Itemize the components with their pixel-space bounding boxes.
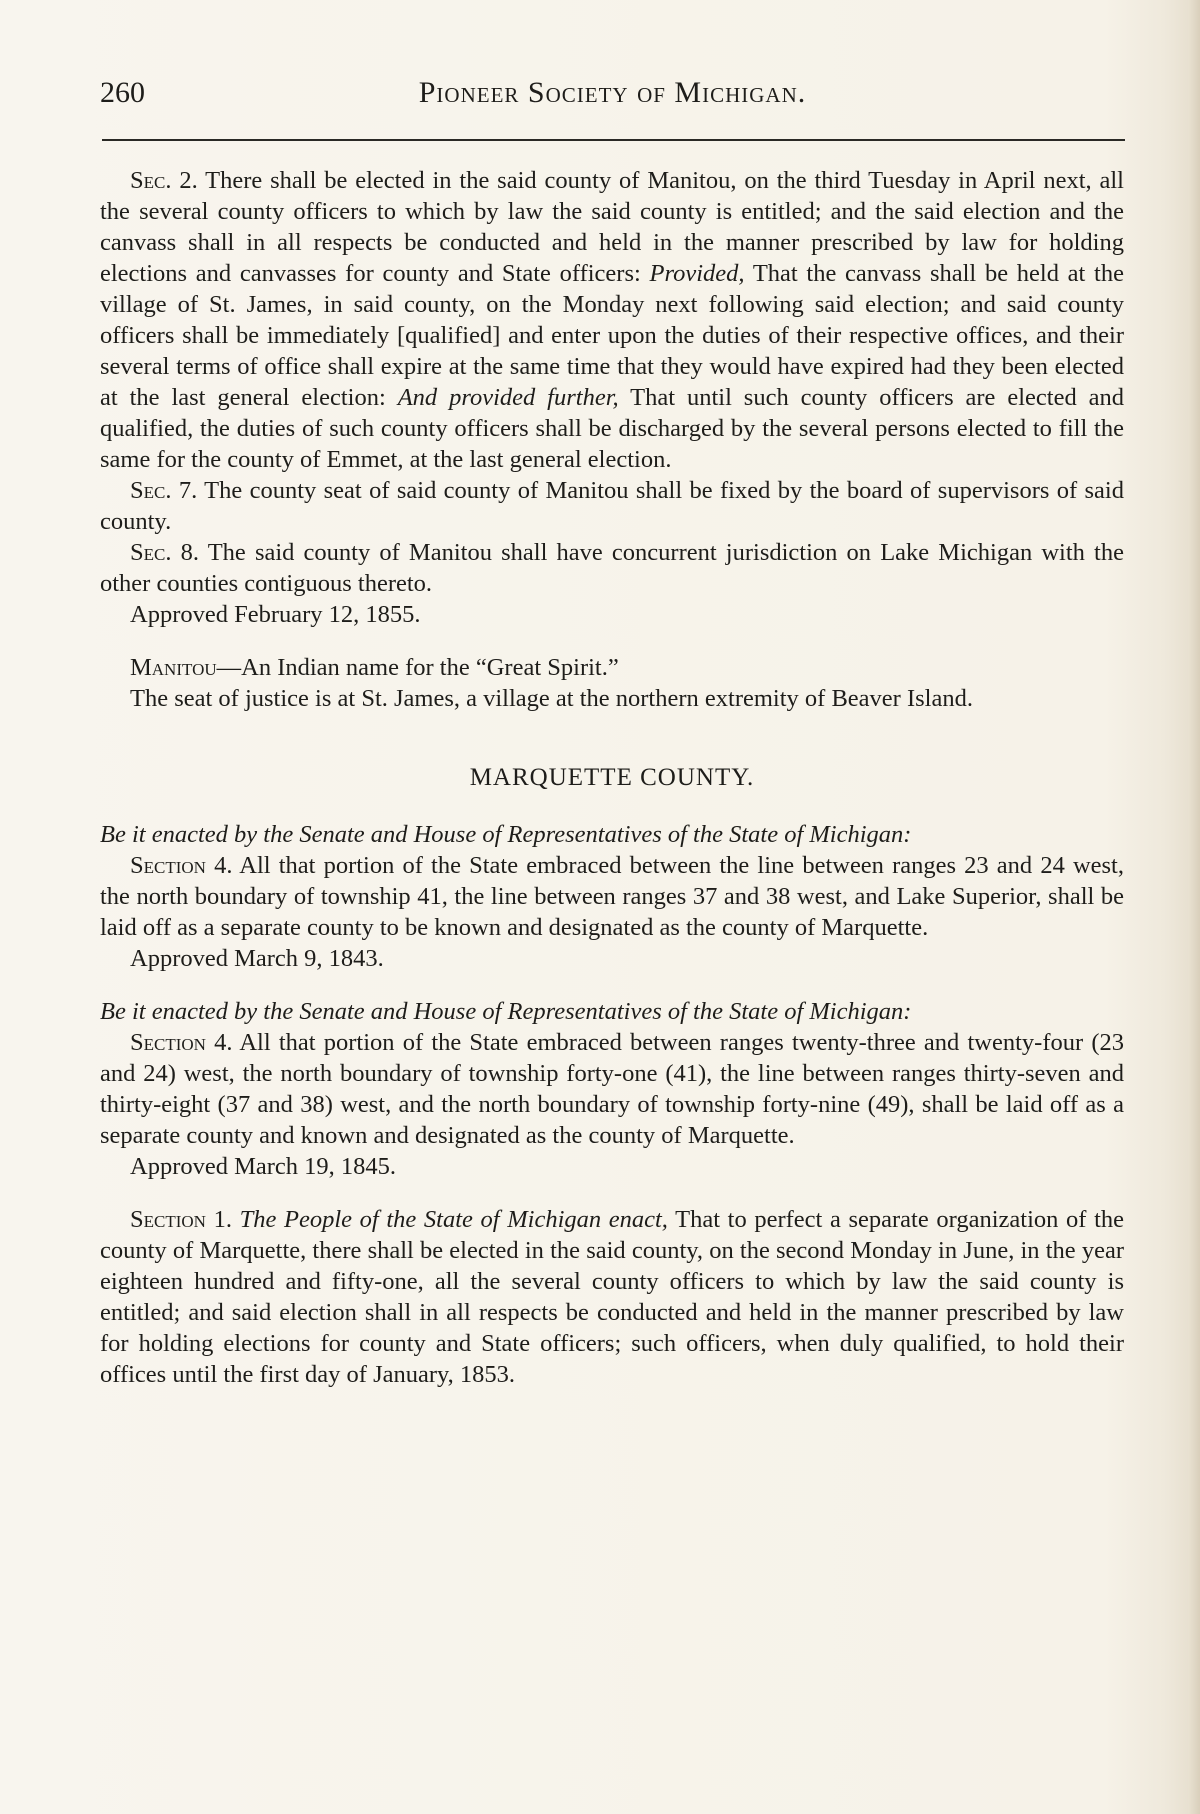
enacting-clause-text: Be it enacted by the Senate and House of Representatives of the State of Michigan:	[100, 821, 912, 848]
note-text: —An Indian name for the “Great Spirit.”	[216, 654, 619, 681]
section-text: All that portion of the State embraced between ranges twenty-three and twenty-four (23 and 24) west, the north boundary of township forty-one (41), the line between ranges thirty-seven and thirty-eight (37 and 38) west, and the north boundary of township forty-nine (49), shall be laid off as a separate county and known and designated as the county of Marquette.	[100, 1029, 1124, 1149]
enacting-clause-1843	[100, 819, 1124, 850]
manitou-section-7	[100, 475, 1124, 537]
section-label: Section 4.	[130, 852, 233, 879]
section-text: The said county of Manitou shall have concurrent jurisdiction on Lake Michigan with the other counties contiguous thereto.	[100, 539, 1124, 597]
section-label: Sec. 7.	[130, 477, 198, 504]
spacer	[100, 1182, 1124, 1204]
marquette-section-4-1845	[100, 1027, 1124, 1151]
marquette-approved-1845: Approved March 19, 1845.	[130, 1153, 397, 1180]
page-number: 260	[100, 76, 145, 109]
spacer	[100, 630, 1124, 652]
section-text: That the canvass shall be held at the village of St. James, in said county, on the Monday next following said election; and said county officers shall be immediately [qualified] and enter upon the duties of their respective offices, and their several terms of office shall expire at the same time that they would have expired had they been elected at the last general election:	[100, 260, 1124, 411]
page-body	[100, 165, 1124, 1390]
section-label: Sec. 8.	[130, 539, 199, 566]
enacting-italic: The People of the State of Michigan enact,	[239, 1206, 668, 1233]
spacer	[100, 974, 1124, 996]
running-title: Pioneer Society of Michigan.	[418, 76, 807, 109]
section-text: That to perfect a separate organization of the county of Marquette, there shall be elected in the said county, on the second Monday in June, in the year eighteen hundred and fifty-one, all the several county officers to which by law the said county is entitled; and said election shall in all respects be conducted and held in the manner prescribed by law for holding elections for county and State officers; such officers, when duly qualified, to hold their offices until the first day of January, 1853.	[100, 1206, 1124, 1388]
section-label: Section 1.	[130, 1206, 232, 1233]
section-label: Sec. 2.	[130, 167, 198, 194]
header-rule	[102, 139, 1125, 141]
section-text: The county seat of said county of Manitou shall be fixed by the board of supervisors of said county.	[100, 477, 1124, 535]
manitou-seat-note: The seat of justice is at St. James, a village at the northern extremity of Beaver Island.	[130, 685, 973, 712]
note-name: Manitou	[130, 654, 217, 681]
marquette-section-4-1843	[100, 850, 1124, 943]
page-edge-shadow	[1188, 0, 1200, 1814]
running-head	[100, 70, 1125, 126]
provided-italic: Provided,	[649, 260, 745, 287]
section-text: All that portion of the State embraced between the line between ranges 23 and 24 west, the north boundary of township 41, the line between ranges 37 and 38 west, and Lake Superior, shall be laid off as a separate county to be known and designated as the county of Marquette.	[100, 852, 1124, 941]
manitou-section-2	[100, 165, 1124, 475]
marquette-heading: MARQUETTE COUNTY.	[469, 764, 755, 791]
section-text: There shall be elected in the said county of Manitou, on the third Tuesday in April next, all the several county officers to which by law the said county is entitled; and the said election and the canvass shall in all respects be conducted and held in the manner prescribed by law for holding elections and canvasses for county and State officers:	[100, 167, 1124, 287]
enacting-clause-text: Be it enacted by the Senate and House of Representatives of the State of Michigan:	[100, 998, 912, 1025]
marquette-section-1-1851	[100, 1204, 1124, 1390]
marquette-approved-1843: Approved March 9, 1843.	[130, 945, 384, 972]
section-label: Section 4.	[130, 1029, 233, 1056]
manitou-section-8	[100, 537, 1124, 599]
manitou-approved: Approved February 12, 1855.	[130, 601, 421, 628]
manitou-name-note	[100, 652, 1124, 683]
section-text: That until such county officers are elected and qualified, the duties of such county officers shall be discharged by the several persons elected to fill the same for the county of Emmet, at the last general election.	[100, 384, 1125, 473]
provided-further-italic: And provided further,	[397, 384, 619, 411]
enacting-clause-1845	[100, 996, 1124, 1027]
